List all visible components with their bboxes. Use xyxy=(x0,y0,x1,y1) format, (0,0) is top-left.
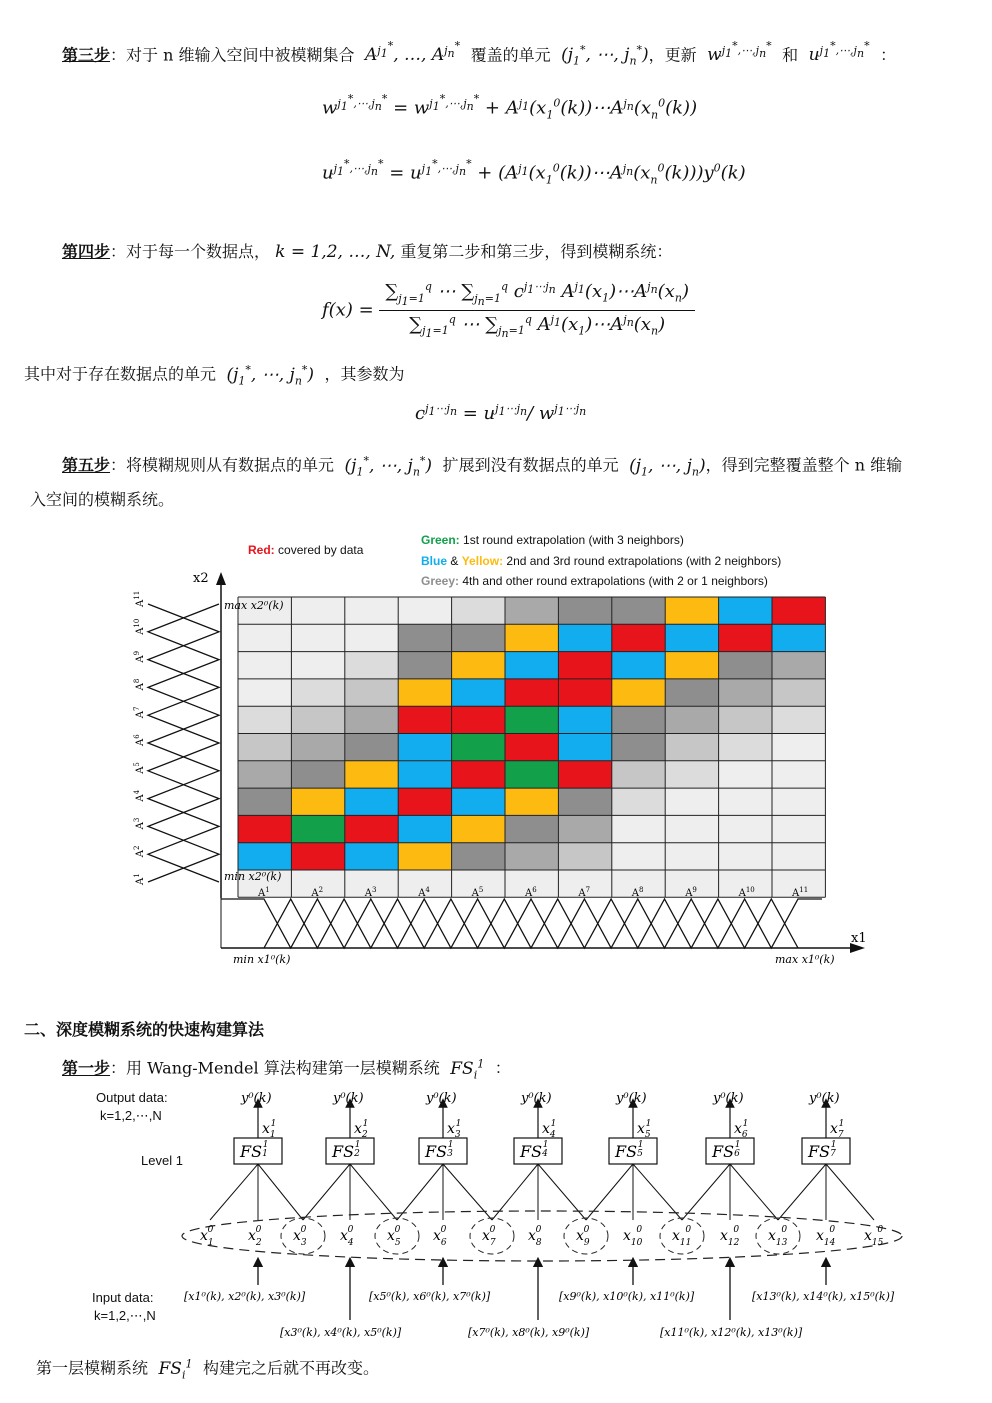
grid-cell xyxy=(719,679,772,706)
equation-c-param: $c^{j_1\cdots j_n} = u^{j_1\cdots j_n}/$ $w^{j_1\cdots j_n}$ xyxy=(415,402,587,424)
input-group-label: [x11⁰(k), x12⁰(k), x13⁰(k)] xyxy=(660,1326,803,1339)
x2-set-label: $A^7$ xyxy=(133,706,146,719)
step5-line2: 入空间的模糊系统。 xyxy=(30,490,175,509)
shared-input-ring xyxy=(756,1218,800,1254)
grid-cell xyxy=(612,597,665,624)
grid-cell xyxy=(291,734,344,761)
x1-membership-functions-b xyxy=(264,899,798,948)
grid-cell xyxy=(612,706,665,733)
x2-set-label: $A^9$ xyxy=(133,650,146,663)
grid-cell xyxy=(772,788,825,815)
fs-input-edge xyxy=(682,1164,730,1220)
section2-step1-title: 第一步 xyxy=(62,1058,111,1078)
grid-cell xyxy=(505,734,558,761)
input-node-label: $x_80$ xyxy=(528,1225,542,1248)
grid-cell xyxy=(719,706,772,733)
input-node-label: $x_60$ xyxy=(433,1225,447,1248)
grid-cell xyxy=(558,788,611,815)
grid-cell xyxy=(772,597,825,624)
grid-cell xyxy=(665,843,718,870)
grid-cell xyxy=(291,788,344,815)
grid-cell xyxy=(558,652,611,679)
grid-cell xyxy=(665,679,718,706)
max-x1-label: max x1⁰(k) xyxy=(775,953,835,966)
x1-set-label: $A^7$ xyxy=(578,886,591,899)
input-nodes xyxy=(182,1211,902,1261)
section2-step1-end: ： xyxy=(494,1058,511,1078)
x1-set-label: $A^8$ xyxy=(631,886,644,899)
shared-input-ring xyxy=(470,1218,514,1254)
grid-cell xyxy=(398,597,451,624)
legend-blue-yellow-text: 2nd and 3rd round extrapolations (with 2 neighbors) xyxy=(506,554,782,568)
grid-cell xyxy=(291,597,344,624)
input-group-label: [x7⁰(k), x8⁰(k), x9⁰(k)] xyxy=(468,1326,590,1339)
step3-title: 第三步 xyxy=(62,45,111,65)
grid-cell xyxy=(238,761,291,788)
grid-cell xyxy=(505,706,558,733)
k-range: k = 1,2, …, N, xyxy=(275,242,396,262)
x2-set-label: $A^3$ xyxy=(133,817,146,830)
grid-cell xyxy=(345,734,398,761)
grid-cell xyxy=(238,788,291,815)
grid-cell xyxy=(452,815,505,842)
grid-cells xyxy=(238,597,825,897)
grid-cell xyxy=(505,761,558,788)
x1-set-label: $A^9$ xyxy=(685,886,697,899)
grid-cell xyxy=(665,652,718,679)
grid-cell xyxy=(772,706,825,733)
grid-cell xyxy=(345,788,398,815)
input-node-label: $x_20$ xyxy=(248,1225,262,1248)
x1-set-label: $A^{11}$ xyxy=(792,886,809,899)
fs-input-edge xyxy=(350,1164,397,1220)
grid-cell xyxy=(558,843,611,870)
x2-set-label: $A^8$ xyxy=(133,678,146,691)
input-group-label: [x3⁰(k), x4⁰(k), x5⁰(k)] xyxy=(280,1326,402,1339)
grid-cell xyxy=(398,761,451,788)
min-x1-label: min x1⁰(k) xyxy=(233,953,291,966)
input-node-label: $x_{14}0$ xyxy=(816,1225,836,1248)
max-x2-label: max x2⁰(k) xyxy=(224,599,284,612)
grid-cell xyxy=(558,624,611,651)
grid-cell xyxy=(345,706,398,733)
step4-title: 第四步 xyxy=(62,242,111,261)
closing-line xyxy=(36,1354,379,1385)
fs-node-label: FS11 xyxy=(240,1140,269,1161)
x2-set-labels xyxy=(133,591,146,886)
legend-green-label: Green: xyxy=(421,533,460,547)
cell-index-2: ($j_1^*$, ⋯, $j_n^*$) xyxy=(221,363,320,388)
x1-set-label: $A^6$ xyxy=(525,886,537,899)
grid-cell xyxy=(719,761,772,788)
grid-cell xyxy=(558,761,611,788)
fs-input-edge xyxy=(778,1164,826,1220)
grid-cell xyxy=(238,679,291,706)
grid-cell xyxy=(612,815,665,842)
grid-cell xyxy=(452,734,505,761)
grid-cell xyxy=(772,815,825,842)
input-node-label: $x_70$ xyxy=(482,1225,496,1248)
legend-amp: & xyxy=(450,554,459,568)
closing-text-b: 构建完之后就不再改变。 xyxy=(203,1358,380,1378)
w-symbol: $w^{j_1^*,\cdots,j_n^*}$ xyxy=(701,39,772,66)
x2-set-label: $A^4$ xyxy=(133,789,146,802)
input-node-label: $x_{13}0$ xyxy=(768,1225,788,1248)
legend-grey-label: Greey: xyxy=(421,574,460,588)
grid-cell xyxy=(665,597,718,624)
grid-cell xyxy=(452,843,505,870)
grid-cell xyxy=(291,815,344,842)
grid-cell xyxy=(452,706,505,733)
output-y-label: y⁰(k) xyxy=(521,1091,552,1106)
input-k-label: k=1,2,⋯,N xyxy=(94,1308,156,1323)
input-node-label: $x_40$ xyxy=(340,1225,354,1248)
grid-cell xyxy=(665,734,718,761)
x2-set-label: $A^{11}$ xyxy=(133,590,146,607)
x2-axis-arrow xyxy=(216,572,226,585)
grid-cell xyxy=(505,815,558,842)
closing-text-a: 第一层模糊系统 xyxy=(36,1358,149,1378)
x2-set-label: $A^2$ xyxy=(133,845,146,858)
fs-output-x: $x_51$ xyxy=(637,1119,652,1140)
x2-set-label: $A^6$ xyxy=(133,734,146,746)
grid-cell xyxy=(612,734,665,761)
grid-cell xyxy=(452,597,505,624)
output-y-label: y⁰(k) xyxy=(333,1091,364,1106)
grid-cell xyxy=(719,734,772,761)
shared-input-ring xyxy=(564,1218,608,1254)
output-y-label: y⁰(k) xyxy=(616,1091,647,1106)
grid-cell xyxy=(558,815,611,842)
fraction: $\frac{\sum_{j_1=1}^q \cdots \sum_{j_n=1}^q c^{j_1\cdots j_n} A^{j_1}(x_1)\cdots A^{j_n}(x_n)}{\sum_{j_1=1}^q \cdots \sum_{j_n=1}^q A^{j_1}(x_1)\cdots A^{j_n}(x_n)}$ xyxy=(379,280,695,341)
grid-cell xyxy=(719,624,772,651)
step4-line2-b: ，其参数为 xyxy=(324,364,405,384)
fs-input-edge xyxy=(210,1164,258,1220)
grid-cell xyxy=(345,624,398,651)
grid-cell xyxy=(345,815,398,842)
grid-cell xyxy=(345,843,398,870)
set-a-j1: $A^{j_1^*}$, …, $A^{j_n^*}$ xyxy=(359,39,461,66)
level-label: Level 1 xyxy=(141,1153,183,1168)
section2-title: 二、深度模糊系统的快速构建算法 xyxy=(24,1020,265,1039)
input-group-label: [x9⁰(k), x10⁰(k), x11⁰(k)] xyxy=(559,1290,695,1303)
x2-set-label: $A^5$ xyxy=(133,762,146,774)
cell-index: ($j_1^*$, ⋯, $j_n^*$) xyxy=(555,43,649,68)
step3-text-a: ：对于 n 维输入空间中被模糊集合 xyxy=(110,45,355,65)
shared-input-ring xyxy=(660,1218,704,1254)
grid-cell xyxy=(719,843,772,870)
equation-w-update: $w^{j_1^*,\cdots,j_n^*} = w^{j_1^*,\cdots,j_n^*}$ + $A^{j_1}(x_1^0(k))\cdots A^{j_n}(x_n^0(k))$ xyxy=(322,92,698,122)
grid-cell xyxy=(665,706,718,733)
grid-cell xyxy=(612,788,665,815)
fs-node-label: FS21 xyxy=(332,1140,361,1161)
x1-set-label: $A^2$ xyxy=(311,886,324,899)
output-k-label: k=1,2,⋯,N xyxy=(100,1108,162,1123)
grid-cell xyxy=(665,815,718,842)
fs-symbol-2: $FS_i^1$ xyxy=(153,1357,193,1382)
fs-output-x: $x_41$ xyxy=(542,1119,557,1140)
x1-set-label: $A^{10}$ xyxy=(738,886,755,899)
min-x2-label: min x2⁰(k) xyxy=(224,870,282,883)
step3-text-d: 和 xyxy=(782,45,799,65)
output-y-label: y⁰(k) xyxy=(809,1091,840,1106)
grid-cell xyxy=(238,624,291,651)
step3-text-b: 覆盖的单元 xyxy=(470,45,551,65)
grid-cell xyxy=(558,706,611,733)
grid-cell xyxy=(612,761,665,788)
input-node-label: $x_{15}0$ xyxy=(864,1225,884,1248)
section2-step1-text: ：用 Wang-Mendel 算法构建第一层模糊系统 xyxy=(110,1058,440,1078)
grid-cell xyxy=(291,624,344,651)
grid-cell xyxy=(291,652,344,679)
cell-index-3: ($j_1^*$, ⋯, $j_n^*$) xyxy=(339,454,438,479)
grid-cell xyxy=(505,679,558,706)
legend-yellow-label: Yellow: xyxy=(461,554,504,568)
x1-set-label: $A^5$ xyxy=(471,886,484,899)
grid-cell xyxy=(558,734,611,761)
grid-cell xyxy=(398,734,451,761)
grid-cell xyxy=(612,843,665,870)
input-node-label: $x_50$ xyxy=(387,1225,401,1248)
input-group-labels xyxy=(184,1262,895,1339)
fs-node-label: FS31 xyxy=(425,1140,454,1161)
grid-cell xyxy=(398,679,451,706)
x2-axis-label: x2 xyxy=(193,571,209,586)
legend-blue-label: Blue xyxy=(421,554,448,568)
step4-line2-a: 其中对于存在数据点的单元 xyxy=(24,364,217,384)
grid-cell xyxy=(719,597,772,624)
grid-cell xyxy=(452,624,505,651)
grid-cell xyxy=(612,679,665,706)
grid-cell xyxy=(665,788,718,815)
fs-input-edge xyxy=(730,1164,778,1220)
grid-cell xyxy=(291,679,344,706)
input-node-label: $x_30$ xyxy=(293,1225,307,1248)
fs-output-x: $x_61$ xyxy=(734,1119,749,1140)
grid-cell xyxy=(505,624,558,651)
fs-output-x: $x_31$ xyxy=(447,1119,462,1140)
x2-membership-functions-b xyxy=(148,604,219,882)
grid-cell xyxy=(719,815,772,842)
grid-cell xyxy=(505,843,558,870)
grid-cell xyxy=(772,679,825,706)
grid-cell xyxy=(505,597,558,624)
shared-input-ring xyxy=(281,1218,325,1254)
step5-text-b: 扩展到没有数据点的单元 xyxy=(442,455,619,475)
fs-node-label: FS61 xyxy=(712,1140,741,1161)
grid-cell xyxy=(398,843,451,870)
x1-axis-label: x1 xyxy=(851,931,867,946)
input-node-label: $x_10$ xyxy=(200,1225,214,1248)
x1-set-label: $A^1$ xyxy=(258,886,270,899)
grid-cell xyxy=(612,624,665,651)
legend-grey-text: 4th and other round extrapolations (with 2 or 1 neighbors) xyxy=(462,574,768,588)
grid-cell xyxy=(291,761,344,788)
grid-cell xyxy=(398,815,451,842)
step5-title: 第五步 xyxy=(62,455,111,475)
grid-cell xyxy=(505,652,558,679)
fs-node-label: FS71 xyxy=(808,1140,837,1161)
fs-input-edge xyxy=(303,1164,350,1220)
grid-cell xyxy=(772,652,825,679)
input-data-label: Input data: xyxy=(92,1290,154,1305)
input-node-label: $x_{12}0$ xyxy=(720,1225,740,1248)
grid-cell xyxy=(345,652,398,679)
step3-text-c: ，更新 xyxy=(648,45,697,65)
grid-cell xyxy=(291,706,344,733)
fs-output-x: $x_21$ xyxy=(354,1119,369,1140)
x2-set-label: $A^{10}$ xyxy=(133,618,146,635)
grid-cell xyxy=(612,652,665,679)
equation-u-update: $u^{j_1^*,\cdots,j_n^*} = u^{j_1^*,\cdots,j_n^*}$ + $(A^{j_1}(x_1^0(k))\cdots A^{j_n}(x_n^0(k)))y^0(k)$ xyxy=(322,157,746,187)
grid-cell xyxy=(398,706,451,733)
grid-cell xyxy=(772,843,825,870)
grid-cell xyxy=(665,624,718,651)
grid-cell xyxy=(452,652,505,679)
input-node-label: $x_{10}0$ xyxy=(623,1225,643,1248)
input-group-label: [x13⁰(k), x14⁰(k), x15⁰(k)] xyxy=(752,1290,895,1303)
input-node-label: $x_90$ xyxy=(576,1225,590,1248)
grid-cell xyxy=(398,788,451,815)
fs-input-edge xyxy=(258,1164,303,1220)
grid-cell xyxy=(238,706,291,733)
grid-cell xyxy=(558,597,611,624)
output-y-label: y⁰(k) xyxy=(713,1091,744,1106)
grid-cell xyxy=(345,679,398,706)
fs-node-label: FS41 xyxy=(520,1140,549,1161)
cell-index-4: ($j_1$, ⋯, $j_n$) xyxy=(623,455,706,479)
input-node-label: $x_{11}0$ xyxy=(672,1225,692,1248)
fs-input-edge xyxy=(826,1164,874,1220)
legend-green-text: 1st round extrapolation (with 3 neighbors) xyxy=(463,533,684,547)
grid-cell xyxy=(398,624,451,651)
grid-cell xyxy=(452,679,505,706)
grid-cell xyxy=(772,624,825,651)
step5-text-a: ：将模糊规则从有数据点的单元 xyxy=(110,455,335,475)
legend-red-text: covered by data xyxy=(278,543,364,557)
grid-cell xyxy=(238,734,291,761)
fs-node-label: FS51 xyxy=(615,1140,644,1161)
fs-nodes xyxy=(210,1091,874,1220)
grid-cell xyxy=(665,761,718,788)
grid-cell xyxy=(452,788,505,815)
output-y-label: y⁰(k) xyxy=(241,1091,272,1106)
u-symbol: $u^{j_1^*,\cdots,j_n^*}$ xyxy=(803,39,870,66)
x1-set-label: $A^4$ xyxy=(418,886,430,899)
grid-cell xyxy=(719,788,772,815)
grid-cell xyxy=(291,843,344,870)
grid-cell xyxy=(238,843,291,870)
grid-cell xyxy=(452,761,505,788)
output-y-label: y⁰(k) xyxy=(426,1091,457,1106)
input-group-label: [x5⁰(k), x6⁰(k), x7⁰(k)] xyxy=(369,1290,491,1303)
step5-text-c: ，得到完整覆盖整个 n 维输 xyxy=(705,455,903,475)
legend-red-label: Red: xyxy=(248,543,275,557)
equation-fuzzy-system: f(x) = $\frac{\sum_{j_1=1}^q \cdots \sum_{j_n=1}^q c^{j_1\cdots j_n} A^{j_1}(x_1)\cdots A^{j_n}(x_n)}{\sum_{j_1=1}^q \cdots \sum_{j_n=1}^q A^{j_1}(x_1)\cdots A^{j_n}(x_n)}$ xyxy=(322,280,695,341)
fs-output-x: $x_11$ xyxy=(262,1119,277,1140)
input-group-label: [x1⁰(k), x2⁰(k), x3⁰(k)] xyxy=(184,1290,306,1303)
grid-cell xyxy=(345,761,398,788)
grid-cell xyxy=(345,597,398,624)
grid-cell xyxy=(238,652,291,679)
grid-cell xyxy=(772,734,825,761)
grid-cell xyxy=(558,679,611,706)
grid-cell xyxy=(719,652,772,679)
fs-output-x: $x_71$ xyxy=(830,1119,845,1140)
x2-set-label: $A^1$ xyxy=(133,873,146,885)
grid-cell xyxy=(505,788,558,815)
shared-input-ring xyxy=(375,1218,419,1254)
grid-cell xyxy=(398,652,451,679)
fs-symbol: $FS_i^1$ xyxy=(444,1057,485,1082)
step4-text-b: 重复第二步和第三步，得到模糊系统： xyxy=(400,242,673,261)
grid-cell xyxy=(238,815,291,842)
input-ellipse xyxy=(182,1211,902,1261)
output-data-label: Output data: xyxy=(96,1090,168,1105)
step4-text-a: ：对于每一个数据点， xyxy=(110,242,271,261)
step3-text-e: ： xyxy=(880,45,897,65)
x1-set-label: $A^3$ xyxy=(364,886,377,899)
deep-fuzzy-level1-figure xyxy=(0,1080,992,1360)
grid-cell xyxy=(772,761,825,788)
